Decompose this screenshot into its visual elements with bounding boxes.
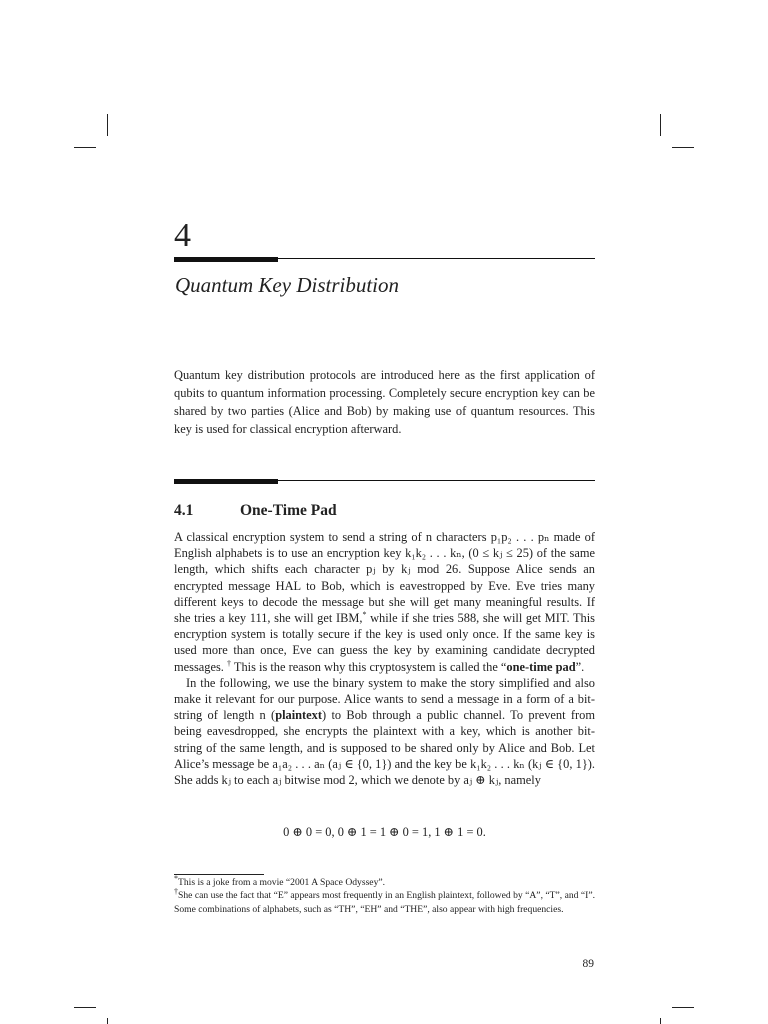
crop-mark: [107, 114, 108, 136]
section-heading: [174, 500, 337, 522]
term-one-time-pad: one-time pad: [506, 659, 576, 674]
crop-mark: [660, 1018, 661, 1024]
chapter-title: Quantum Key Distribution: [175, 273, 399, 297]
footnote-1: *This is a joke from a movie “2001 A Space Odyssey”.: [174, 873, 386, 888]
paragraph-2: In the following, we use the binary system to make the story simplified and also make it relevant for our purpose. Alice wants to send a message in a form of a bit-string of length n (plaintext) to Bob through a public channel. To prevent from being eavesdropped, she encrypts the plaintext with a key, which is another bit-string of the same length, and is supposed to be shared only by Alice and Bob. Let Alice’s message be a₁a₂ . . . aₙ (aⱼ ∈ {0, 1}) and the key be k₁k₂ . . . kₙ (kⱼ ∈ {0, 1}). She adds kⱼ to each aⱼ bitwise mod 2, which we denote by aⱼ ⊕ kⱼ, namely: [174, 675, 595, 788]
xor-equation: 0 ⊕ 0 = 0, 0 ⊕ 1 = 1 ⊕ 0 = 1, 1 ⊕ 1 = 0.: [283, 825, 486, 839]
section-rule-thin: [174, 480, 595, 481]
chapter-abstract: Quantum key distribution protocols are introduced here as the first application of qubits to quantum information processing. Completely secure encryption key can be shared by two parties (Alice and Bob) by making use of quantum resources. This key is used for classical encryption afterward.: [174, 368, 595, 436]
section-number: 4.1: [174, 502, 194, 519]
page-number: 89: [582, 958, 594, 970]
footnote-ref-1: *: [362, 609, 367, 619]
crop-mark: [107, 1018, 108, 1024]
crop-mark: [74, 147, 96, 148]
crop-mark: [74, 1007, 96, 1008]
paragraph-1: A classical encryption system to send a string of n characters p₁p₂ . . . pₙ made of English alphabets is to use an encryption key k₁k₂ . . . kₙ, (0 ≤ kⱼ ≤ 25) of the same length, which shifts each character pⱼ by kⱼ mod 26. Suppose Alice sends an encrypted message HAL to Bob, which is eavestropped by Eve. Eve tries many different keys to decode the message but she will get many meaningful results. If she tries a key 111, she will get IBM,* while if she tries 588, she will get MIT. This encryption system is totally secure if the key is used only once. If the same key is used more than once, Eve can guess the key by examining candidate decrypted messages. † This is the reason why this cryptosystem is called the “one-time pad”.: [174, 530, 595, 674]
footnote-ref-2: †: [227, 658, 231, 668]
footnote-2: †She can use the fact that “E” appears most frequently in an English plaintext, followed by “A”, “T”, and “I”. Some combinations of alphabets, such as “TH”, “EH” and “THE”, also appear with high frequencies.: [174, 886, 595, 915]
footnote-rule: [174, 874, 264, 875]
section-body: [174, 529, 595, 788]
chapter-rule-thin: [174, 258, 595, 259]
term-plaintext: plaintext: [275, 708, 322, 723]
crop-mark: [660, 114, 661, 136]
chapter-number: 4: [174, 217, 191, 254]
section-title: One-Time Pad: [240, 502, 337, 519]
crop-mark: [672, 1007, 694, 1008]
crop-mark: [672, 147, 694, 148]
